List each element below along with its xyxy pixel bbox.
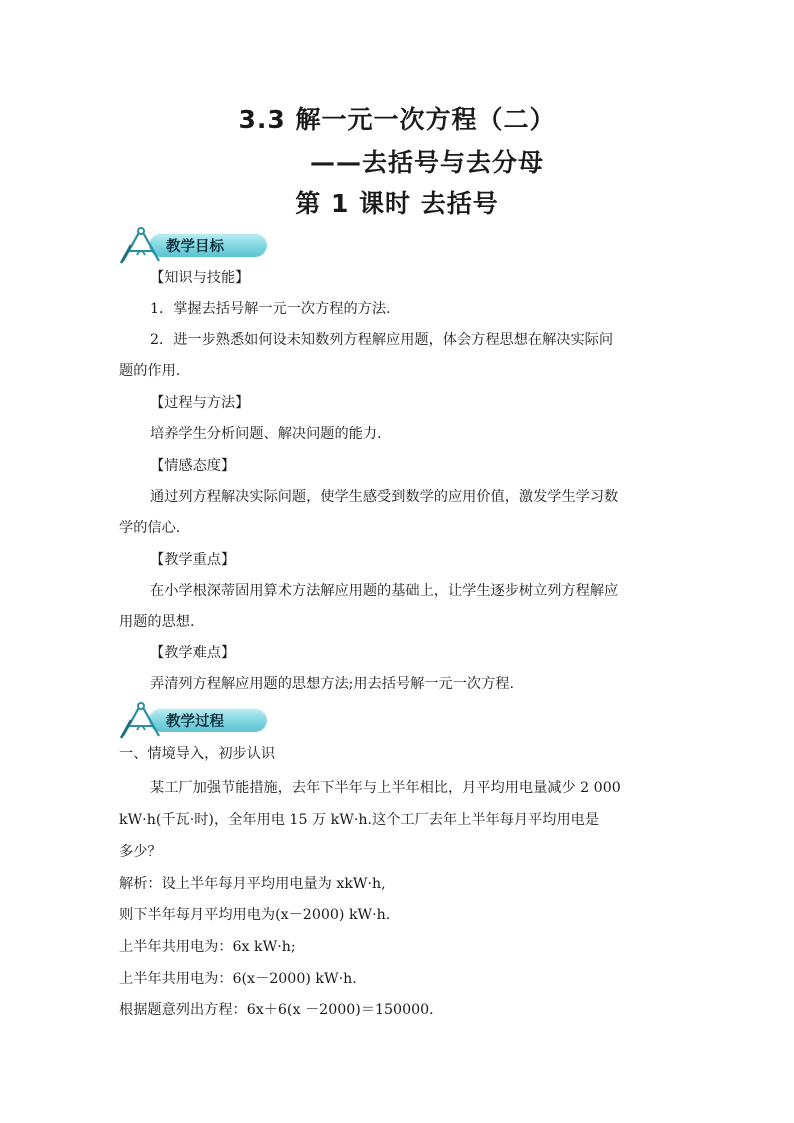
- problem-line1: 某工厂加强节能措施，去年下半年与上半年相比，月平均用电量减少 2 000: [150, 780, 621, 796]
- problem-line2: kW·h(千瓦·时)，全年用电 15 万 kW·h.这个工厂去年上半年每月平均用电是: [119, 812, 600, 828]
- compass-ruler-icon: [119, 225, 163, 265]
- document-title: 3.3 解一元一次方程（二）: [238, 105, 556, 134]
- heading-emotion: 【情感态度】: [150, 458, 236, 474]
- lesson-title: 第 1 课时 去括号: [295, 189, 499, 218]
- heading-knowledge: 【知识与技能】: [150, 270, 250, 286]
- section-banner-process: [119, 700, 279, 744]
- goal-item-2-line2: 题的作用.: [119, 363, 181, 379]
- solution-line3: 上半年共用电为：6x kW·h;: [119, 939, 296, 955]
- compass-ruler-icon: [119, 700, 163, 740]
- process-goal-text: 培养学生分析问题、解决问题的能力.: [150, 426, 382, 442]
- key-point-line1: 在小学根深蒂固用算术方法解应用题的基础上，让学生逐步树立列方程解应: [150, 583, 619, 599]
- emotion-text-line1: 通过列方程解决实际问题，使学生感受到数学的应用价值，激发学生学习数: [150, 489, 619, 505]
- heading-key-point: 【教学重点】: [150, 552, 236, 568]
- solution-line1: 解析：设上半年每月平均用电量为 xkW·h,: [119, 876, 386, 892]
- banner-label: 教学目标: [166, 239, 224, 255]
- emotion-text-line2: 学的信心.: [119, 520, 181, 536]
- difficult-point-text: 弄清列方程解应用题的思想方法;用去括号解一元一次方程.: [150, 676, 514, 692]
- heading-process-method: 【过程与方法】: [150, 395, 250, 411]
- problem-line3: 多少？: [119, 844, 162, 860]
- heading-difficult-point: 【教学难点】: [150, 645, 236, 661]
- goal-item-1: 1．掌握去括号解一元一次方程的方法.: [150, 301, 391, 317]
- process-step-1-heading: 一、情境导入，初步认识: [119, 746, 276, 762]
- document-subtitle: ——去括号与去分母: [309, 148, 544, 177]
- goal-item-2-line1: 2．进一步熟悉如何设未知数列方程解应用题，体会方程思想在解决实际问: [150, 332, 614, 348]
- section-banner-goals: [119, 225, 279, 269]
- solution-line4: 上半年共用电为：6(x－2000) kW·h.: [119, 971, 357, 987]
- solution-line2: 则下半年每月平均用电为(x－2000) kW·h.: [119, 907, 391, 923]
- solution-line5: 根据题意列出方程：6x＋6(x －2000)＝150000.: [119, 1002, 434, 1018]
- banner-label: 教学过程: [166, 714, 224, 730]
- key-point-line2: 用题的思想.: [119, 614, 195, 630]
